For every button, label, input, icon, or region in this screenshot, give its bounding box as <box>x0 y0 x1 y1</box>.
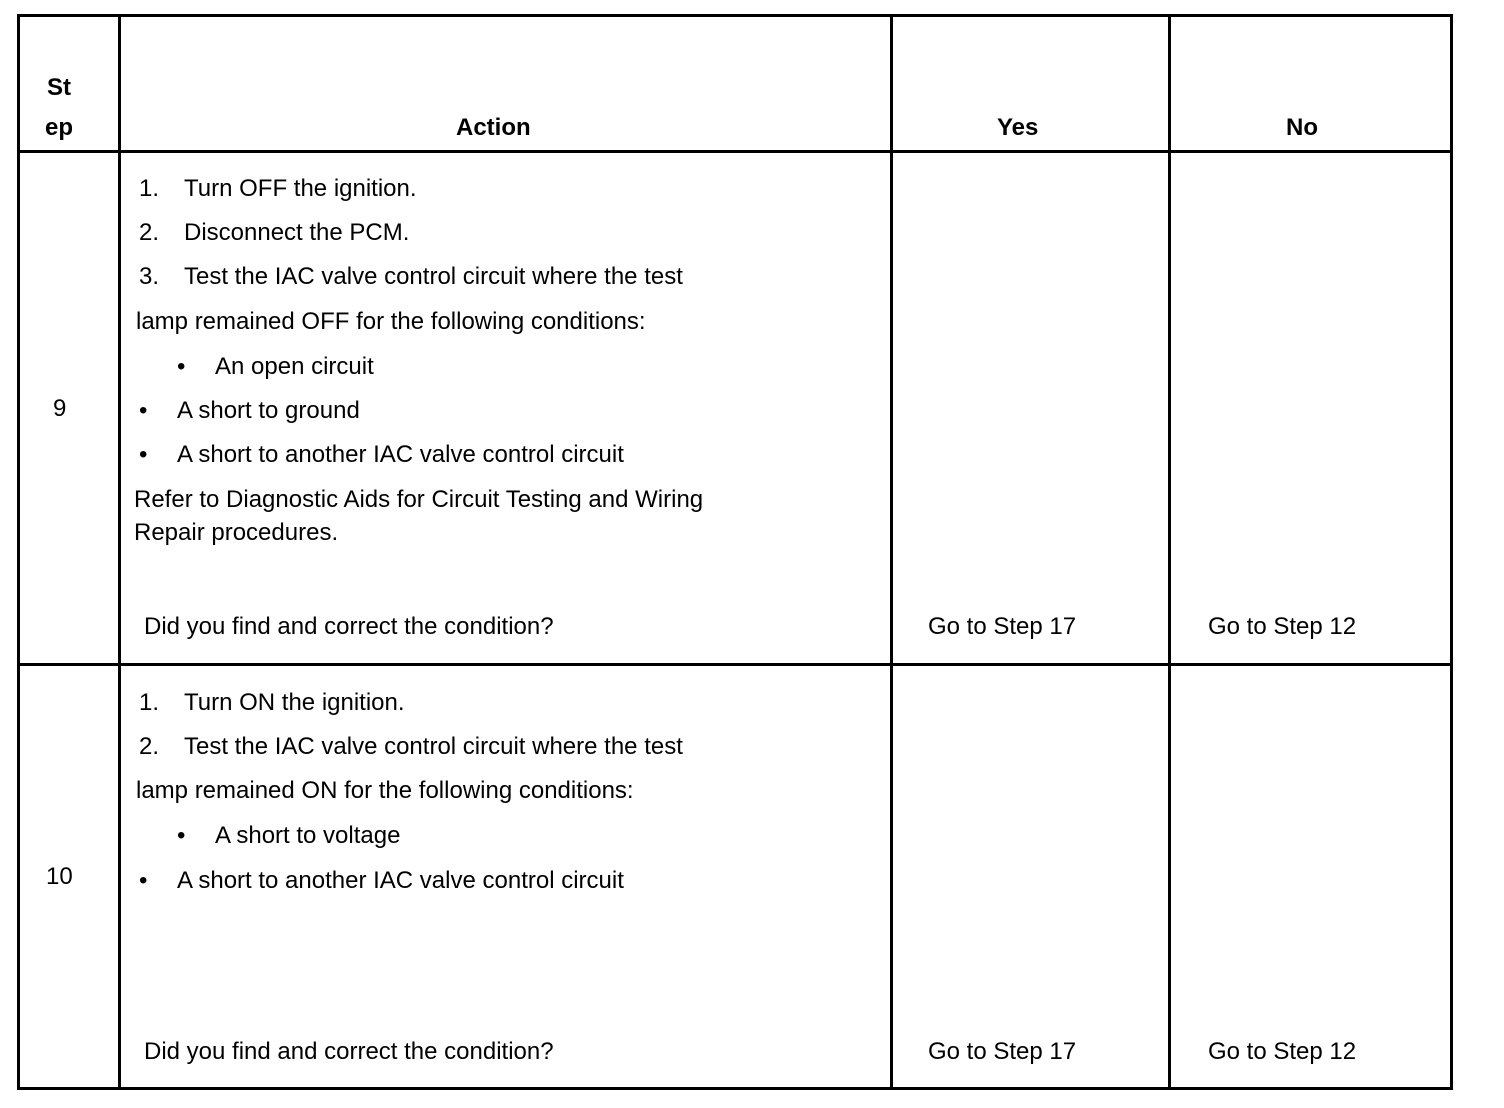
bullet-text: An open circuit <box>215 353 374 380</box>
bullet-icon: • <box>139 441 148 468</box>
bullet-text: A short to ground <box>177 397 360 424</box>
header-action: Action <box>456 114 531 141</box>
header-step-line1: St <box>47 74 71 101</box>
list-text: Turn ON the ignition. <box>184 689 405 716</box>
bullet-text: A short to voltage <box>215 822 401 849</box>
list-text: Turn OFF the ignition. <box>184 175 417 202</box>
column-divider-action <box>890 14 893 1090</box>
header-step-line2: ep <box>45 114 74 141</box>
list-number: 2. <box>139 733 160 760</box>
list-number: 1. <box>139 689 160 716</box>
header-yes: Yes <box>997 114 1039 141</box>
step-number: 10 <box>46 863 73 890</box>
table-border-right <box>1450 14 1453 1090</box>
list-number: 2. <box>139 219 160 246</box>
no-result: Go to Step 12 <box>1208 613 1357 640</box>
question-text: Did you find and correct the condition? <box>144 613 554 640</box>
bullet-text: A short to another IAC valve control circuit <box>177 867 624 894</box>
step-number: 9 <box>53 395 67 422</box>
note-text: Repair procedures. <box>134 519 339 546</box>
table-border-top <box>17 14 1453 17</box>
continuation-text: lamp remained OFF for the following conditions: <box>136 308 646 335</box>
list-text: Disconnect the PCM. <box>184 219 410 246</box>
table-border-left <box>17 14 20 1090</box>
note-text: Refer to Diagnostic Aids for Circuit Testing and Wiring <box>134 486 704 513</box>
bullet-icon: • <box>139 867 148 894</box>
table-border-bottom <box>17 1087 1453 1090</box>
column-divider-step <box>118 14 121 1090</box>
bullet-icon: • <box>177 822 186 849</box>
yes-result: Go to Step 17 <box>928 613 1077 640</box>
list-text: Test the IAC valve control circuit where the test <box>184 733 683 760</box>
header-divider <box>17 150 1453 153</box>
list-number: 1. <box>139 175 160 202</box>
bullet-icon: • <box>177 353 186 380</box>
bullet-text: A short to another IAC valve control circuit <box>177 441 624 468</box>
list-number: 3. <box>139 263 160 290</box>
no-result: Go to Step 12 <box>1208 1038 1357 1065</box>
column-divider-yes <box>1168 14 1171 1090</box>
question-text: Did you find and correct the condition? <box>144 1038 554 1065</box>
yes-result: Go to Step 17 <box>928 1038 1077 1065</box>
row-divider <box>17 663 1453 666</box>
continuation-text: lamp remained ON for the following conditions: <box>136 777 634 804</box>
header-no: No <box>1286 114 1318 141</box>
list-text: Test the IAC valve control circuit where the test <box>184 263 683 290</box>
diagnostic-table <box>17 14 1453 1090</box>
bullet-icon: • <box>139 397 148 424</box>
